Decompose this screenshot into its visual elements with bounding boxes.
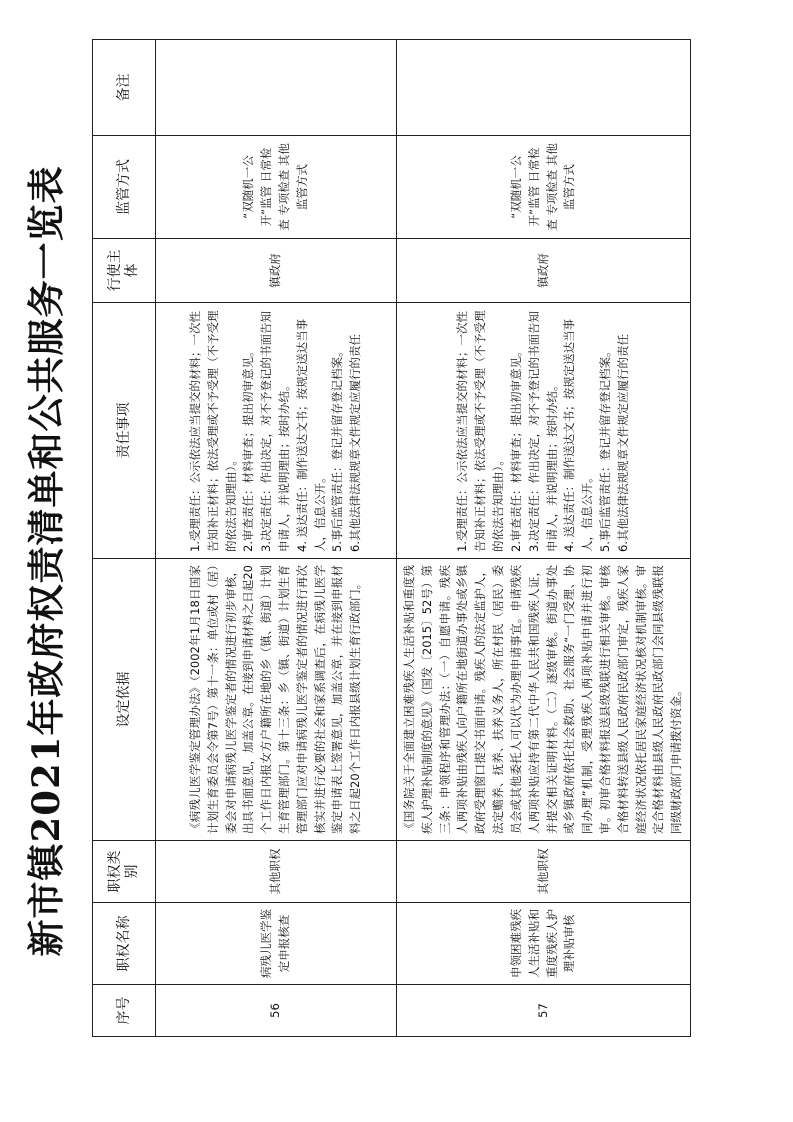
cell-duties	[156, 303, 397, 559]
cell-subject: 镇政府	[397, 239, 691, 303]
cell-name: 申领困难残疾人生活补贴和重度残疾人护理补贴审核	[397, 903, 691, 985]
cell-supervision: “双随机一公开”监管 日常检查 专项检查 其他监管方式	[156, 136, 397, 239]
duty-item: 2.审查责任：材料审查；提出初审意见。	[508, 345, 523, 552]
cell-seq: 56	[156, 985, 397, 1037]
duty-item: 6.其他法律法规规章文件规定应履行的责任	[348, 334, 363, 552]
cell-remarks	[156, 40, 397, 136]
header-basis: 设定依据	[93, 559, 156, 841]
table-row	[397, 40, 691, 1037]
header-supervision: 监管方式	[93, 136, 156, 239]
header-remarks: 备注	[93, 40, 156, 136]
duty-item: 3.决定责任：作出决定，对不予登记的书面告知申请人，并说明理由；按时办结。	[259, 311, 291, 552]
cell-seq: 57	[397, 985, 691, 1037]
cell-basis: 《病残儿医学鉴定管理办法》（2002年1月18日国家计划生育委员会令第7号）第十一条：单位或村（居）委会对申请病残儿医学鉴定者的情况进行初步审核，出具书面意见，加盖公章。在接到申请材料之日起20个工作日内报女方户籍所在地的乡（镇、街道）计划生育管理部门。第十三条：乡（镇、街道）计划生育管理部门应对申请病残儿医学鉴定者的情况进行再次核实并进行必要的社会和家系调查后，在病残儿医学鉴定申请表上签署意见，加盖公章，并在接到申报材料之日起20个工作日内报县级计划生育行政部门。	[156, 559, 397, 841]
cell-subject: 镇政府	[156, 239, 397, 303]
cell-category: 其他职权	[397, 841, 691, 903]
table-row	[156, 40, 397, 1037]
duty-item: 5.事后监管责任：登记并留存登记档案。	[330, 345, 345, 552]
cell-name: 病残儿医学鉴定申报核查	[156, 903, 397, 985]
header-subject: 行使主体	[93, 239, 156, 303]
cell-supervision: “双随机一公开”监管 日常检查 专项检查 其他监管方式	[397, 136, 691, 239]
cell-remarks	[397, 40, 691, 136]
page-title: 新市镇2021年政府权责清单和公共服务一览表	[24, 165, 68, 957]
header-category: 职权类别	[93, 841, 156, 903]
duty-item: 4. 送达责任：制作送达文书；按规定送达当事人，信息公开。	[294, 318, 327, 552]
cell-duties	[397, 303, 691, 559]
duty-item: 4. 送达责任：制作送达文书；按规定送达当事人，信息公开。	[562, 318, 595, 552]
header-name: 职权名称	[93, 903, 156, 985]
header-duties: 责任事项	[93, 303, 156, 559]
cell-category: 其他职权	[156, 841, 397, 903]
cell-basis: 《国务院关于全面建立困难残疾人生活补贴和重度残疾人护理补贴制度的意见》（国发〔2015〕52号）第三条：申领程序和管理办法：（一）自愿申请。残疾人两项补贴由残疾人向户籍所在地街道办事处或乡镇政府受理窗口提交书面申请。残疾人的法定监护人，法定赡养、抚养、扶养义务人，所在村民（居民）委员会或其他委托人可以代为办理申请事宜。申请残疾人两项补贴应持有第二代中华人民共和国残疾人证，并提交相关证明材料。（二）逐级审核。街道办事处或乡镇政府依托社会救助、社会服务“一门受理、协同办理”机制，受理残疾人两项补贴申请并进行初审。初审合格材料报送县级残联进行相关审核。审核合格材料转送县级人民政府民政部门审定，残疾人家庭经济状况依托居民家庭经济状况核对机制审核。审定合格材料由县级人民政府民政部门会同县级残联报同级财政部门申请拨付资金。	[397, 559, 691, 841]
power-list-table	[92, 39, 691, 1037]
duty-item: 6.其他法律法规规章文件规定应履行的责任	[615, 334, 630, 552]
duty-item: 1.受理责任：公示依法应当提交的材料；一次性告知补正材料；依法受理或不予受理（不予受理的依法告知理由）。	[187, 310, 238, 552]
duty-item: 5.事后监管责任：登记并留存登记档案。	[597, 345, 612, 552]
duty-item: 1.受理责任：公示依法应当提交的材料；一次性告知补正材料；依法受理或不予受理（不予受理的依法告知理由）。	[455, 310, 506, 552]
header-seq: 序号	[93, 985, 156, 1037]
duty-item: 2.审查责任：材料审查；提出初审意见。	[241, 345, 256, 552]
header-row	[93, 40, 156, 1037]
duty-item: 3.决定责任：作出决定，对不予登记的书面告知申请人，并说明理由；按时办结。	[526, 311, 559, 552]
